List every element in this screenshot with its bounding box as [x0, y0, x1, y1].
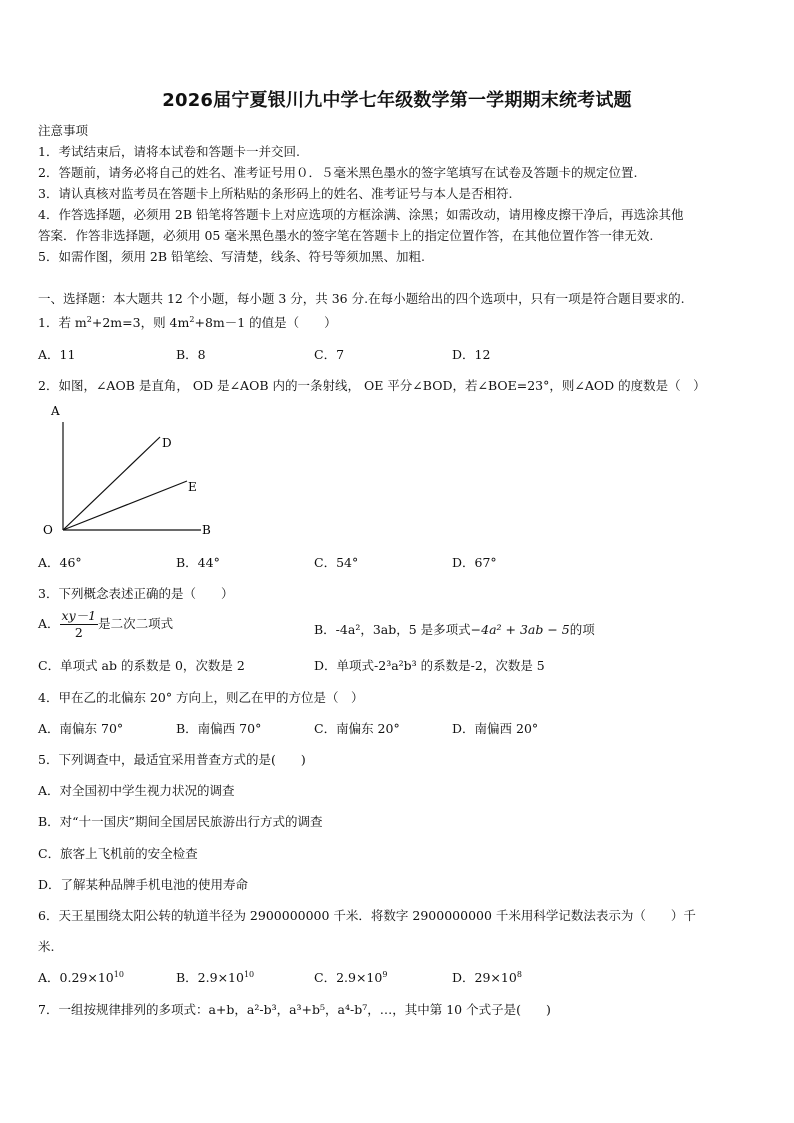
- question-3-stem: 3．下列概念表述正确的是（ ）: [38, 586, 234, 601]
- q3-option-b-suffix: 的项: [569, 622, 595, 637]
- q2-option-c: C．54°: [314, 555, 359, 570]
- notice-heading: 注意事项: [38, 123, 89, 138]
- q6-option-c-exp: 9: [382, 969, 388, 979]
- notice-item-3: 3．请认真核对监考员在答题卡上所粘贴的条形码上的姓名、准考证号与本人是否相符.: [38, 186, 513, 201]
- q6-option-b: [176, 968, 254, 986]
- q4-option-b: B．南偏西 70°: [176, 721, 262, 736]
- question-6-stem-cont: 米.: [38, 939, 55, 954]
- q1-exponent: 2: [189, 314, 195, 324]
- q3-option-b: [314, 620, 595, 638]
- ray-oe: [63, 481, 187, 530]
- question-2-stem: 2．如图，∠AOB 是直角， OD 是∠AOB 内的一条射线， OE 平分∠BOD，若∠BOE=23°，则∠AOD 的度数是（ ）: [38, 378, 706, 393]
- notice-item-2: 2．答题前，请务必将自己的姓名、准考证号用０．５毫米黑色墨水的签字笔填写在试卷及答题卡的规定位置.: [38, 165, 638, 180]
- q6-option-a-base: A．0.29×10: [38, 970, 114, 985]
- label-a: A: [51, 404, 60, 418]
- q6-option-c-base: C．2.9×10: [314, 970, 383, 985]
- q5-option-c: C．旅客上飞机前的安全检查: [38, 846, 198, 861]
- notice-item-1: 1．考试结束后，请将本试卷和答题卡一并交回.: [38, 144, 300, 159]
- q1-option-b: B．8: [176, 347, 206, 362]
- q4-option-c: C．南偏东 20°: [314, 721, 400, 736]
- question-7-stem: 7．一组按规律排列的多项式：a+b，a²-b³，a³+b⁵，a⁴-b⁷，…，其中第 10 个式子是( ): [38, 1002, 551, 1017]
- notice-item-4: 4．作答选择题，必须用 2B 铅笔将答题卡上对应选项的方框涂满、涂黑；如需改动，请用橡皮擦干净后，再选涂其他: [38, 207, 684, 222]
- q1-option-a: A．11: [38, 347, 76, 362]
- q2-angle-figure: [36, 400, 236, 540]
- page-title: 2026届宁夏银川九中学七年级数学第一学期期末统考试题: [162, 90, 632, 111]
- q5-option-b: B．对“十一国庆”期间全国居民旅游出行方式的调查: [38, 814, 323, 829]
- q1-stem-part: +8m－1 的值是（ ）: [194, 315, 337, 330]
- q6-option-a: [38, 968, 124, 986]
- section-heading: 一、选择题：本大题共 12 个小题，每小题 3 分，共 36 分.在每小题给出的四个选项中，只有一项是符合题目要求的.: [38, 291, 685, 306]
- q3-option-c: C．单项式 ab 的系数是 0，次数是 2: [38, 658, 245, 673]
- label-e: E: [188, 480, 197, 494]
- q3-polynomial: −4a² + 3ab − 5: [470, 622, 570, 637]
- q6-option-a-exp: 10: [113, 969, 124, 979]
- label-o: O: [43, 523, 53, 537]
- q5-option-d: D．了解某种品牌手机电池的使用寿命: [38, 877, 249, 892]
- q4-option-d: D．南偏西 20°: [452, 721, 539, 736]
- q2-option-a: A．46°: [38, 555, 82, 570]
- q3-option-d: D．单项式-2³a²b³ 的系数是-2，次数是 5: [314, 658, 545, 673]
- q6-option-b-base: B．2.9×10: [176, 970, 244, 985]
- q3-option-a-prefix: A．: [38, 616, 60, 631]
- q6-option-c: [314, 968, 387, 986]
- question-1-stem: [38, 313, 337, 331]
- q2-option-d: D．67°: [452, 555, 497, 570]
- q4-option-a: A．南偏东 70°: [38, 721, 124, 736]
- q1-stem-part: 1．若 m: [38, 315, 87, 330]
- q1-stem-part: +2m=3，则 4m: [91, 315, 190, 330]
- q6-option-d-base: D．29×10: [452, 970, 517, 985]
- q6-option-d-exp: 8: [516, 969, 522, 979]
- q3-option-a: [38, 608, 173, 641]
- q1-option-c: C．7: [314, 347, 345, 362]
- fraction-numerator: xy－1: [61, 608, 97, 623]
- ray-od: [63, 437, 160, 530]
- q3-fraction: [60, 608, 99, 641]
- label-d: D: [162, 436, 172, 450]
- q6-option-d: [452, 968, 522, 986]
- label-b: B: [202, 523, 211, 537]
- q5-option-a: A．对全国初中学生视力状况的调查: [38, 783, 235, 798]
- q2-option-b: B．44°: [176, 555, 220, 570]
- q6-option-b-exp: 10: [243, 969, 255, 979]
- q3-option-a-suffix: 是二次二项式: [98, 616, 174, 631]
- question-6-stem: 6．天王星围绕太阳公转的轨道半径为 2900000000 千米．将数字 2900000000 千米用科学记数法表示为（ ）千: [38, 908, 696, 923]
- question-5-stem: 5．下列调查中，最适宜采用普查方式的是( ): [38, 752, 306, 767]
- q1-exponent: 2: [86, 314, 92, 324]
- fraction-denominator: 2: [74, 625, 83, 640]
- q3-option-b-prefix: B．-4a²，3ab，5 是多项式: [314, 622, 471, 637]
- question-4-stem: 4．甲在乙的北偏东 20° 方向上，则乙在甲的方位是（ ）: [38, 690, 364, 705]
- notice-item-5: 5．如需作图，须用 2B 铅笔绘、写清楚，线条、符号等须加黑、加粗.: [38, 249, 426, 264]
- q1-option-d: D．12: [452, 347, 491, 362]
- notice-item-4-cont: 答案．作答非选择题，必须用 05 毫米黑色墨水的签字笔在答题卡上的指定位置作答，在其他位置作答一律无效.: [38, 228, 654, 243]
